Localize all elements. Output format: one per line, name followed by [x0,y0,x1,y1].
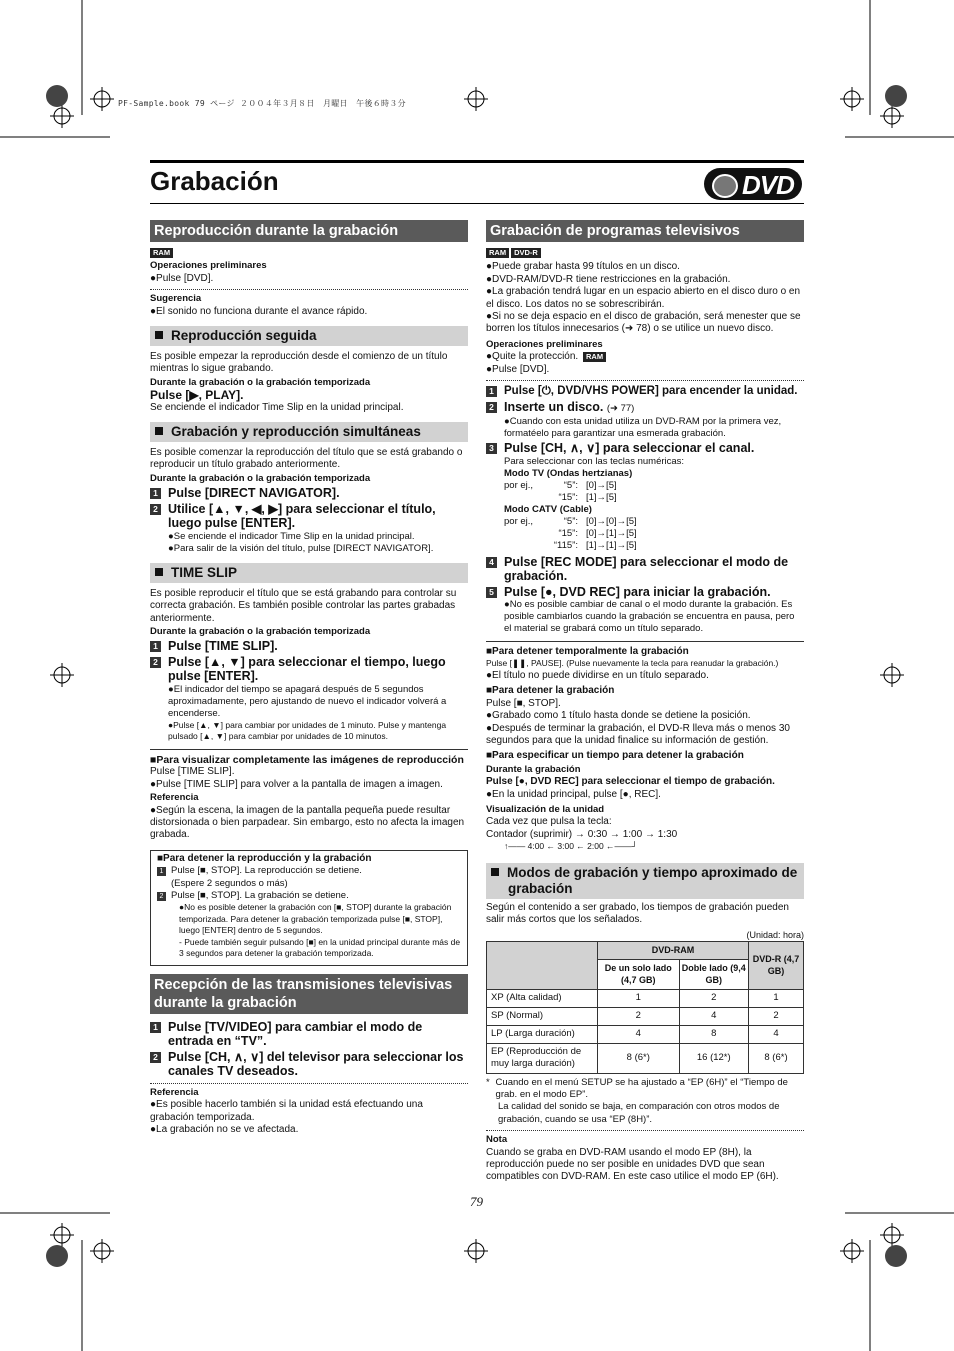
ram-tag: RAM [583,352,606,362]
step-2: 2 Inserte un disco. (➜ 77) [486,400,804,417]
mode-title: Modo CATV (Cable) [504,503,592,515]
body-text: Es posible empezar la reproducción desde el comienzo de un título mientras lo sigue grabando. [150,351,448,375]
table-row: EP (Reproducción de muy larga duración) 8 (6*) 16 (12*) 8 (6*) [487,1043,804,1073]
ram-tag: RAM [150,248,173,258]
file-header: PF-Sample.book 79 ページ ２００４年３月８日 月曜日 午後６時３分 [118,99,406,108]
body-text: Es posible reproducir el título que se está grabando para controlar su correcta grabación. Es también posible controlar las partes grabadas anteriormente. [150,587,457,624]
body-text: Cada vez que pulsa la tecla: [486,816,612,828]
channel-example: “15”: [1]→[5] [558,491,617,503]
step-1: 1 Pulse [DIRECT NAVIGATOR]. [150,486,468,501]
footnote: La calidad del sonido se baja, en comparación con otros modos de grabación, cuando se usa “EP (8H)”. [498,1101,780,1125]
prep-item: ●Pulse [DVD]. [150,272,214,284]
tip-title: Sugerencia [150,293,202,305]
counter-sequence: Contador (suprimir) → 0:30 → 1:00 → 1:30 [486,828,678,840]
reference-title: Referencia [150,1086,199,1098]
subsection-heading: Grabación y reproducción simultáneas [150,422,468,442]
body-text: Pulse [■, STOP]. [486,697,561,709]
box-line: 1 Pulse [■, STOP]. La reproducción se detiene. [157,865,461,877]
prep-title: Operaciones preliminares [150,260,267,272]
body-text: Según el contenido a ser grabado, los tiempos de grabación pueden salir más cortos que los señalados. [486,901,789,926]
step-2: 2 Utilice [▲, ▼, ◀, ▶] para seleccionar el título, luego pulse [ENTER]. [150,502,468,531]
box-line: (Espere 2 segundos o más) [171,877,288,889]
subheading: ■Para detener la grabación [486,685,615,697]
reference-item: ●Es posible hacerlo también si la unidad está efectuando una grabación temporizada. [150,1099,423,1123]
divider [150,749,468,750]
divider [150,289,468,290]
action-text: Pulse [▶, PLAY]. [150,388,244,403]
unit-label: (Unidad: hora) [746,929,804,940]
step-5: 5 Pulse [●, DVD REC] para iniciar la grabación. [486,585,804,600]
channel-example: por ej., “5”: [0]→[5] [504,479,617,491]
step-note: ●No es posible cambiar de canal o el modo durante la grabación. Es posible cambiarlos cuando la grabación se encuentra en pausa, pero el material se grabará como un título separado. [504,599,795,635]
body-text: Pulse [TIME SLIP]. [150,766,235,778]
divider [486,380,804,381]
page-title: Grabación [150,166,279,196]
table-header-empty [487,941,598,989]
step-4: 4 Pulse [REC MODE] para seleccionar el modo de grabación. [486,555,804,584]
step-2: 2 Pulse [▲, ▼] para seleccionar el tiempo, luego pulse [ENTER]. [150,655,468,684]
subsection-heading: Reproducción seguida [150,326,468,346]
title-rule-bottom [150,203,804,204]
action-text: Pulse [●, DVD REC] para seleccionar el tiempo de grabación. [486,776,775,788]
step-1: 1 Pulse [TIME SLIP]. [150,639,468,654]
section-heading: Recepción de las transmisiones televisivas durante la grabación [150,974,468,1014]
section-heading: Reproducción durante la grabación [150,220,468,242]
box-line: 2 Pulse [■, STOP]. La grabación se detiene. [157,890,461,902]
step-note: ●El indicador del tiempo se apagará después de 5 segundos aproximadamente, pero ajustando de nuevo el indicador volverá a encenderse. [168,683,447,719]
condition-label: Durante la grabación [486,763,581,775]
prep-item: ●Quite la protección. RAM [486,351,804,363]
body-text: Pulse [❚❚, PAUSE]. (Pulse nuevamente la tecla para reanudar la grabación.) [486,658,779,669]
body-text: ●En la unidad principal, pulse [●, REC]. [486,788,661,800]
right-column [486,220,804,1184]
body-text: ●Grabado como 1 título hasta donde se detiene la posición. [486,710,751,722]
body-text: ●El título no puede dividirse en un título separado. [486,669,709,681]
table-row: XP (Alta calidad) 1 2 1 [487,989,804,1007]
step-note: Para seleccionar con las teclas numéricas: [504,455,685,467]
page-number: 79 [470,1194,483,1209]
divider [486,641,804,642]
condition-label: Durante la grabación o la grabación temporizada [150,626,371,637]
table-header: De un solo lado (4,7 GB) [598,959,680,989]
dvd-badge-label: DVD [742,170,794,200]
bullet-item: ●Si no se deja espacio en el disco de grabación, será menester que se borren los títulos innecesarios (➜ 78) o se utilice un nuevo disco. [486,311,801,335]
channel-example: por ej., “5”: [0]→[0]→[5] [504,515,637,527]
note-title: Nota [486,1134,508,1146]
square-bullet-icon [155,331,163,339]
title-rule-top [150,160,804,163]
channel-example: “15”: [0]→[1]→[5] [558,527,637,539]
reference-item: ●Según la escena, la imagen de la pantalla pequeña puede resultar distorsionada o bien parpadear. Sin embargo, esto no afecta la imagen grabada. [150,804,465,841]
reference-item: ●La grabación no se ve afectada. [150,1124,299,1136]
subsection-heading: Modos de grabación y tiempo aproximado de grabación [486,863,804,899]
box-title: ■Para detener la reproducción y la grabación [157,852,372,864]
section-heading: Grabación de programas televisivos [486,220,804,242]
table-header: DVD-RAM [598,941,749,959]
divider [150,1083,468,1084]
subheading: ■Para especificar un tiempo para detener la grabación [486,750,744,762]
step-note: ●Para salir de la visión del título, pulse [DIRECT NAVIGATOR]. [168,542,434,554]
dvd-r-tag: DVD-R [511,248,541,258]
step-2: 2 Pulse [CH, ∧, ∨] del televisor para seleccionar los canales TV deseados. [150,1050,468,1079]
condition-label: Durante la grabación o la grabación temporizada [150,472,371,484]
dvd-badge [704,168,802,200]
table-header: Doble lado (9,4 GB) [679,959,748,989]
body-text: Es posible comenzar la reproducción del título que se está grabando o reproducir un título grabado anteriormente. [150,447,463,471]
condition-label: Durante la grabación o la grabación temporizada [150,376,371,388]
table-row: SP (Normal) 2 4 2 [487,1007,804,1025]
step-note: ●Se enciende el indicador Time Slip en la unidad principal. [168,530,415,542]
left-column [150,220,468,1137]
square-bullet-icon [155,427,163,435]
bullet-item: ●Puede grabar hasta 99 títulos en un disco. [486,261,680,273]
square-bullet-icon [491,868,499,876]
channel-example: “115”: [1]→[1]→[5] [553,539,637,551]
divider [486,1130,804,1131]
body-text: Se enciende el indicador Time Slip en la unidad principal. [150,401,404,413]
stop-box [150,850,468,966]
recording-time-table [486,941,804,1074]
step-1: 1 Pulse [⏻, DVD/VHS POWER] para encender la unidad. [486,384,804,399]
reference-title: Referencia [150,792,199,804]
ram-tag: RAM [486,248,509,258]
step-note: ●Cuando con esta unidad utiliza un DVD-RAM por la primera vez, formatéelo para garantizar una esmerada grabación. [504,416,782,440]
note-text: Cuando se graba en DVD-RAM usando el modo EP (8H), la reproducción puede no ser posible en unidades DVD que sean compatibles con DVD-RAM. En este caso utilice el modo EP (6H). [486,1146,779,1183]
subheading: ■Para visualizar completamente las imágenes de reproducción [150,753,464,766]
step-note: ●Pulse [▲, ▼] para cambiar por unidades de 1 minuto. Pulse y mantenga pulsado [▲, ▼] para cambiar por unidades de 10 minutos. [168,719,447,742]
display-title: Visualización de la unidad [486,804,605,816]
subsection-heading: TIME SLIP [150,563,468,583]
counter-sequence-return: ↑—— 4:00 ← 3:00 ← 2:00 ←——┘ [504,841,638,852]
box-note: ●No es posible detener la grabación con [■, STOP] durante la grabación temporizada. Para detener la grabación temporizada pulse [■, STOP], luego [ENTER] dentro de 5 segundos. [179,902,452,936]
footnote: * Cuando en el menú SETUP se ha ajustado a “EP (6H)” el “Tiempo de grab. en el modo EP”. [486,1076,788,1100]
disc-icon [712,174,738,198]
box-note: - Puede también seguir pulsando [■] en la unidad principal durante más de 3 segundos para detener la grabación temporizada. [179,936,461,959]
table-row: LP (Larga duración) 4 8 4 [487,1025,804,1043]
square-bullet-icon [155,568,163,576]
step-1: 1 Pulse [TV/VIDEO] para cambiar el modo de entrada en “TV”. [150,1020,468,1049]
prep-item: ●Pulse [DVD]. [486,363,550,375]
step-3: 3 Pulse [CH, ∧, ∨] para seleccionar el canal. [486,441,804,456]
table-header: DVD-R (4,7 GB) [749,941,804,989]
prep-title: Operaciones preliminares [486,338,603,350]
subheading: ■Para detener temporalmente la grabación [486,646,689,658]
tip-item: ●El sonido no funciona durante el avance rápido. [150,305,368,317]
bullet-item: ●La grabación tendrá lugar en un espacio abierto en el disco duro o en el disco. Los datos no se sobrescribirán. [486,286,801,310]
body-text: ●Pulse [TIME SLIP] para volver a la pantalla de imagen a imagen. [150,778,443,790]
bullet-item: ●DVD-RAM/DVD-R tiene restricciones en la grabación. [486,273,731,285]
body-text: ●Después de terminar la grabación, el DVD-R lleva más o menos 30 segundos para que la unidad finalice su información de gestión. [486,722,790,746]
mode-title: Modo TV (Ondas hertzianas) [504,467,633,479]
